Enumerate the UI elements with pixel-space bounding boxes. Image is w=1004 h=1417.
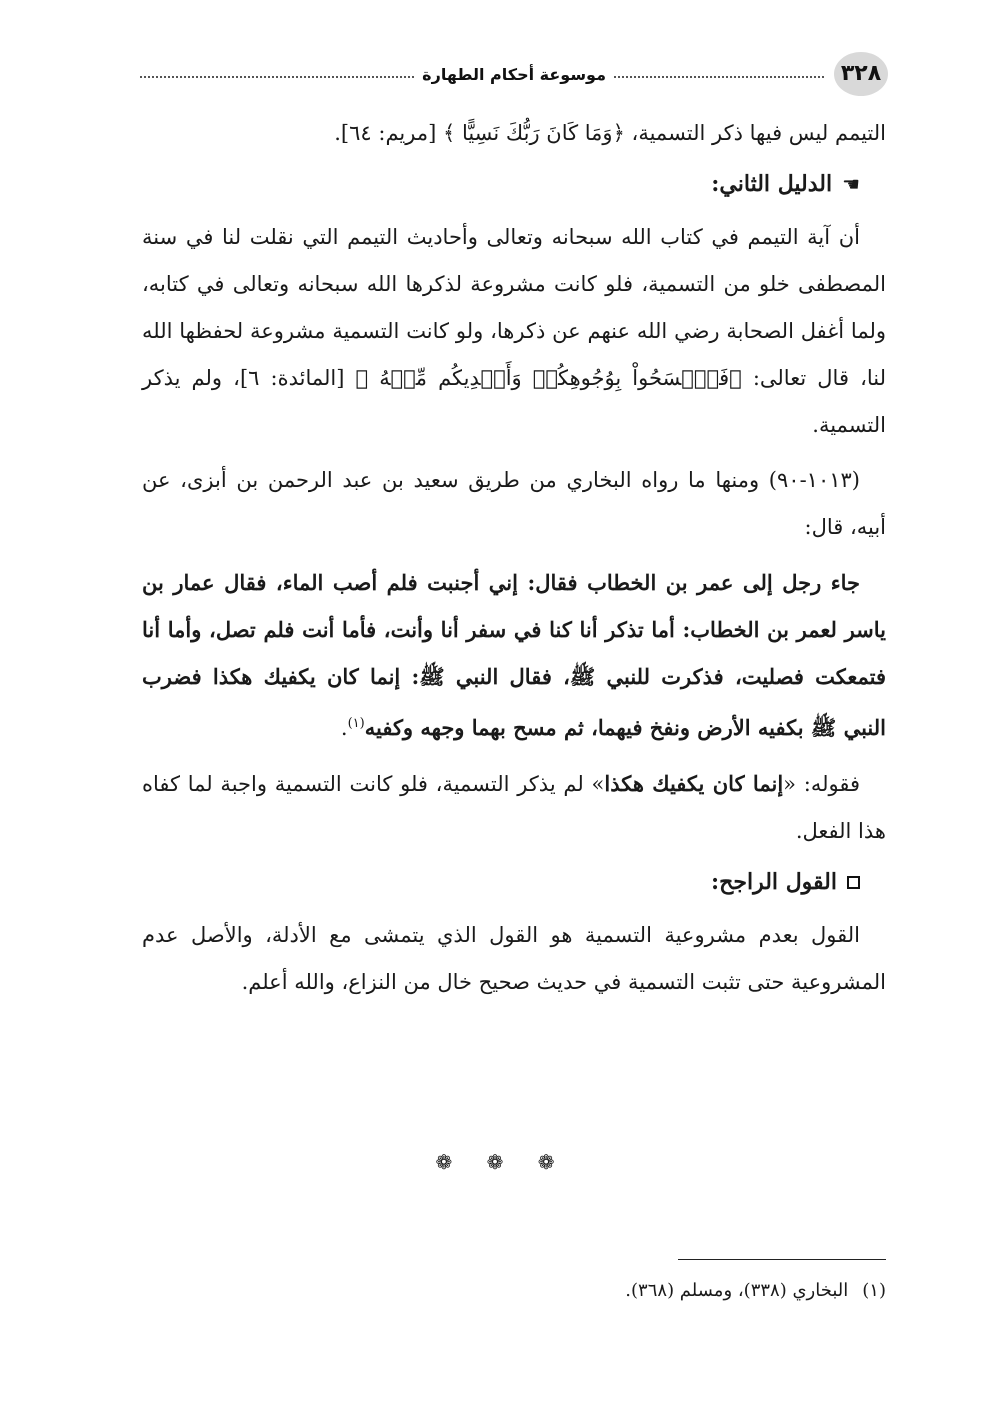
- footnote-text: البخاري (٣٣٨)، ومسلم (٣٦٨).: [625, 1280, 849, 1301]
- header-dots-left: [140, 76, 414, 78]
- heading-second-evidence-label: الدليل الثاني:: [711, 171, 833, 197]
- heading-preferred-opinion-label: القول الراجح:: [711, 869, 837, 895]
- commentary-quote: إنما كان يكفيك هكذا: [604, 771, 784, 796]
- page-number: ٣٢٨: [834, 52, 888, 96]
- commentary-start: فقوله: «: [783, 772, 860, 796]
- footnote: [142, 1276, 886, 1306]
- footnote-rule: [678, 1259, 886, 1260]
- commentary-end: » لم يذكر التسمية، فلو كانت التسمية واجبة لما كفاه هذا الفعل.: [142, 772, 886, 843]
- header-dots-right: [614, 76, 824, 78]
- paragraph-conclusion: القول بعدم مشروعية التسمية هو القول الذي يتمشى مع الأدلة، والأصل عدم المشروعية حتى تثبت التسمية في حديث صحيح خال من النزاع، والله أعلم.: [142, 923, 886, 994]
- running-title: موسوعة أحكام الطهارة: [422, 64, 606, 84]
- hadith-text: جاء رجل إلى عمر بن الخطاب فقال: إني أجنبت فلم أصب الماء، فقال عمار بن ياسر لعمر بن الخطاب: أما تذكر أنا كنا في سفر أنا وأنت، فأما أنت فلم تصل، وأما أنا فتمعكت فصليت، فذكرت للنبي ﷺ، فقال النبي ﷺ: إنما كان يكفيك هكذا فضرب النبي ﷺ بكفيه الأرض ونفخ فيهما، ثم مسح بهما وجهه وكفيه: [142, 570, 886, 740]
- running-head: [140, 60, 824, 88]
- paragraph-continuation: التيمم ليس فيها ذكر التسمية، ﴿وَمَا كَانَ رَبُّكَ نَسِيًّا ﴾ [مريم: ٦٤].: [334, 121, 886, 145]
- paragraph-hadith-chain: (١٠١٣-٩٠) ومنها ما رواه البخاري من طريق سعيد بن عبد الرحمن بن أبزى، عن أبيه، قال:: [142, 468, 886, 539]
- heading-second-evidence: [142, 161, 886, 208]
- page-content: [142, 110, 886, 1006]
- section-separator: ❁ ❁ ❁: [435, 1150, 569, 1174]
- hadith-end: .: [340, 716, 348, 740]
- footnote-number: (١): [862, 1280, 886, 1301]
- paragraph-hadith-text: [142, 559, 886, 752]
- page-header: [140, 52, 888, 96]
- footnote-ref: (١): [347, 716, 365, 731]
- hand-pointer-icon: ☚: [842, 172, 860, 196]
- paragraph-commentary: [142, 760, 886, 855]
- paragraph-evidence-text: أن آية التيمم في كتاب الله سبحانه وتعالى وأحاديث التيمم التي نقلت لنا في سنة المصطفى خلو من التسمية، فلو كانت مشروعة لذكرها الله سبحانه وتعالى في كتابه، ولما أغفل الصحابة رضي الله عنهم عن ذكرها، ولو كانت التسمية مشروعة لحفظها الله لنا، قال تعالى: ﴿فَٱمۡسَحُواْ بِوُجُوهِكُمۡ وَأَيۡدِيكُم مِّنۡهُ ﴾ [المائدة: ٦]، ولم يذكر التسمية.: [142, 225, 886, 437]
- heading-preferred-opinion: [142, 859, 886, 906]
- square-box-icon: [847, 876, 860, 889]
